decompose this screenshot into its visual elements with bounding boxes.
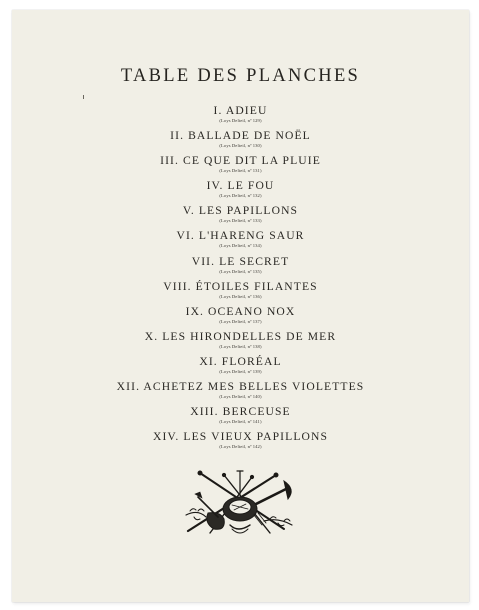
plate-entry [12,404,469,429]
plate-reference: (Loys Delteil, nº 129) [219,118,262,123]
plate-reference: (Loys Delteil, nº 130) [219,143,262,149]
plate-entry [12,254,469,279]
plate-entry [12,178,469,203]
plate-entry [12,103,469,128]
plate-title: VII. LE SECRET [191,254,290,268]
musical-instruments-ornament-icon [180,467,302,539]
plate-reference: (Loys Delteil, nº 132) [219,193,262,199]
plate-reference: (Loys Delteil, nº 136) [219,293,262,299]
plate-reference: (Loys Delteil, nº 142) [219,444,262,450]
plate-reference: (Loys Delteil, nº 140) [219,394,262,400]
plate-reference: (Loys Delteil, nº 133) [219,218,262,224]
plate-title: XI. FLORÉAL [199,354,282,368]
plate-entry [12,203,469,228]
plate-title: I. ADIEU [213,104,268,117]
plate-entry [12,128,469,153]
plate-title: VI. L'HARENG SAUR [176,229,305,243]
plate-entry [12,429,469,454]
plate-entry [12,379,469,404]
plate-reference: (Loys Delteil, nº 141) [219,419,262,425]
plate-title: XII. ACHETEZ MES BELLES VIOLETTES [116,380,365,394]
plate-reference: (Loys Delteil, nº 137) [219,318,262,324]
plate-title: III. CE QUE DIT LA PLUIE [160,154,321,168]
page-sheet [12,10,469,602]
plate-reference: (Loys Delteil, nº 139) [219,368,262,374]
plate-entry [12,304,469,329]
plate-title: VIII. ÉTOILES FILANTES [163,279,318,293]
plate-reference: (Loys Delteil, nº 131) [219,168,262,174]
plate-entry [12,354,469,379]
plate-title: XIII. BERCEUSE [190,405,291,419]
plate-reference: (Loys Delteil, nº 134) [219,243,262,249]
plate-entry [12,228,469,253]
plate-reference: (Loys Delteil, nº 135) [219,268,262,274]
plate-entry [12,329,469,354]
plate-list [12,103,469,454]
margin-mark [83,95,84,99]
plate-title: V. LES PAPILLONS [182,204,299,218]
plate-entry [12,279,469,304]
plate-title: IV. LE FOU [206,179,275,193]
plate-title: IX. OCEANO NOX [185,304,296,318]
plate-entry [12,153,469,178]
plate-title: II. BALLADE DE NOËL [170,129,311,143]
plate-title: XIV. LES VIEUX PAPILLONS [153,430,328,444]
plate-title: X. LES HIRONDELLES DE MER [144,329,337,343]
plate-reference: (Loys Delteil, nº 138) [219,343,262,349]
page-title: TABLE DES PLANCHES [120,66,361,86]
